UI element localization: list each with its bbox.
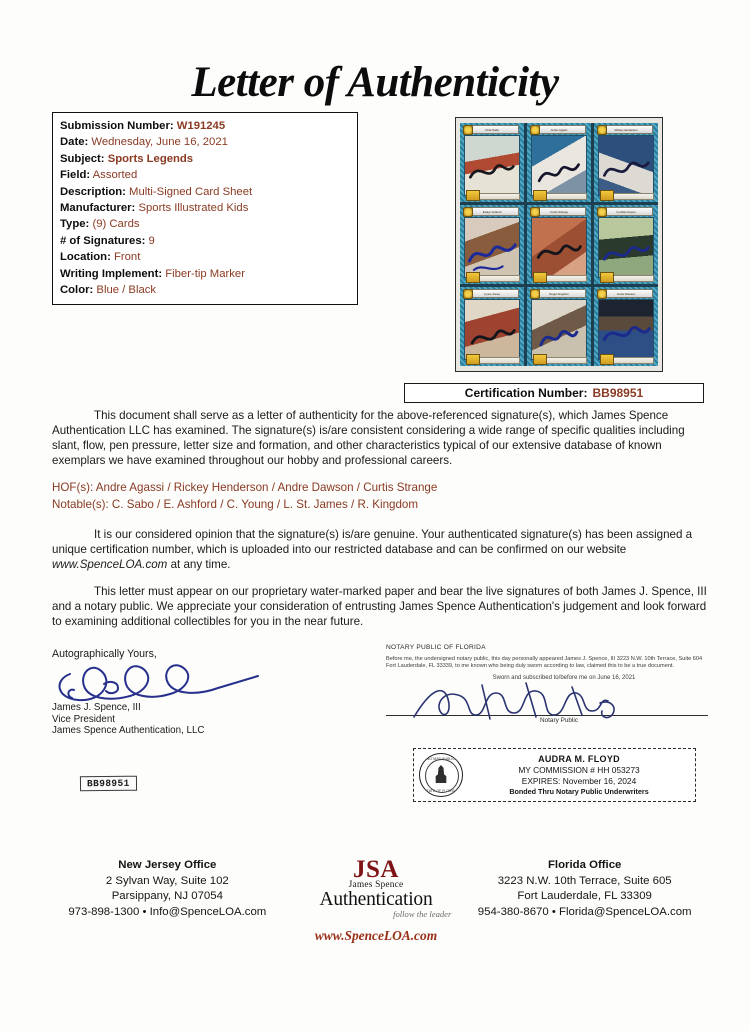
card-badge-icon bbox=[600, 354, 614, 365]
seal-capitol-icon bbox=[434, 765, 448, 783]
card-image bbox=[598, 135, 654, 196]
detail-value: Sports Legends bbox=[107, 152, 194, 165]
card-name-banner: Andre Dawson bbox=[599, 289, 653, 298]
detail-label: Writing Implement: bbox=[60, 267, 163, 280]
signer-title: Vice President bbox=[52, 713, 115, 725]
card-name-banner: Rickey Henderson bbox=[599, 125, 653, 134]
notary-heading: NOTARY PUBLIC OF FLORIDA bbox=[386, 644, 486, 651]
office-contact[interactable]: 954-380-8670 • Florida@SpenceLOA.com bbox=[477, 905, 692, 918]
detail-row-type bbox=[60, 216, 357, 232]
detail-value: Blue / Black bbox=[96, 284, 157, 297]
card-logo-icon bbox=[463, 207, 473, 217]
notary-signature bbox=[386, 681, 708, 717]
card-image bbox=[598, 299, 654, 360]
seal-bottom-text: STATE OF FLORIDA bbox=[424, 789, 458, 793]
notary-commission-number: MY COMMISSION # HH 053273 bbox=[518, 765, 640, 775]
detail-value: Assorted bbox=[92, 169, 138, 182]
florida-state-seal-icon bbox=[419, 753, 463, 797]
notary-caption: Notary Public bbox=[539, 716, 578, 724]
spenceloa-website-link[interactable]: www.SpenceLOA.com bbox=[52, 557, 168, 571]
card-item bbox=[460, 287, 524, 366]
florida-office bbox=[463, 858, 706, 920]
card-badge-icon bbox=[466, 272, 480, 283]
signer-name: James J. Spence, III bbox=[52, 702, 141, 713]
card-badge-icon bbox=[466, 354, 480, 365]
page-footer bbox=[46, 858, 706, 944]
autograph-mark bbox=[599, 136, 653, 196]
card-image bbox=[464, 299, 520, 360]
detail-value: (9) Cards bbox=[92, 218, 140, 231]
card-item bbox=[460, 205, 524, 284]
detail-row-date bbox=[60, 134, 357, 150]
detail-row-field bbox=[60, 167, 357, 183]
detail-label: Date: bbox=[60, 136, 89, 149]
james-spence-signature bbox=[52, 654, 352, 706]
card-item bbox=[594, 287, 658, 366]
body-paragraph-1: This document shall serve as a letter of authenticity for the above-referenced signature(s), which James Spence Authentication LLC has examined. The signature(s) is/are consistent considering a wide range of specific qualities including slant, flow, pen pressure, letter size and formation, and other characteristics typical of our extensive database of known exemplars we have examined throughout our hobby and professional careers. bbox=[52, 409, 685, 468]
detail-label: Manufacturer: bbox=[60, 202, 136, 215]
autograph-mark bbox=[532, 300, 586, 360]
signature-block bbox=[52, 648, 352, 790]
card-badge-icon bbox=[466, 190, 480, 201]
signer-company: James Spence Authentication, LLC bbox=[52, 725, 205, 736]
autograph-mark bbox=[465, 136, 519, 196]
card-name-banner: Cynthia Cooper bbox=[599, 207, 653, 216]
card-name-banner: Curtis Strange bbox=[532, 207, 586, 216]
certification-sticker: BB98951 bbox=[80, 776, 137, 792]
detail-label: Submission Number: bbox=[60, 120, 174, 132]
detail-label: Type: bbox=[60, 218, 90, 231]
jsa-word: Authentication bbox=[319, 889, 433, 910]
office-address-line-2: Parsippany, NJ 07054 bbox=[111, 890, 223, 903]
body-paragraph-3: This letter must appear on our proprietary water-marked paper and bear the live signatures of both James J. Spence, III and a notary public. We appreciate your consideration of entrusting James Spence Authentication's judgement and look forward to examining additional collectibles for you in the near future. bbox=[52, 585, 707, 629]
card-name-banner: Roger Kingdom bbox=[532, 289, 586, 298]
card-image bbox=[531, 217, 587, 278]
notary-stamp bbox=[413, 748, 696, 802]
detail-value: W191245 bbox=[176, 120, 226, 132]
detail-row-submission-number bbox=[60, 118, 357, 134]
card-name-banner: Chris Sabo bbox=[465, 125, 519, 134]
card-image bbox=[598, 217, 654, 278]
card-image bbox=[464, 217, 520, 278]
detail-value: Fiber-tip Marker bbox=[165, 267, 245, 280]
body-paragraph-2-post: at any time. bbox=[167, 557, 231, 571]
card-image bbox=[531, 135, 587, 196]
detail-value: Front bbox=[113, 251, 141, 264]
office-name: Florida Office bbox=[547, 859, 622, 871]
card-badge-icon bbox=[600, 272, 614, 283]
notary-statement: Before me, the undersigned notary public, this day personally appeared James J. Spence, III 3223 N.W. 10th Terrace, Suite 604 Fort Lauderdale, FL 33339, to me known who being duly sworn according to law, claimed this to be a true document. bbox=[386, 656, 703, 670]
card-badge-icon bbox=[533, 190, 547, 201]
card-image bbox=[464, 135, 520, 196]
detail-row-color bbox=[60, 282, 357, 298]
notary-signature-ink bbox=[386, 681, 686, 721]
detail-label: Location: bbox=[60, 251, 111, 264]
card-logo-icon bbox=[463, 125, 473, 135]
notary-block bbox=[386, 644, 708, 724]
autograph-mark bbox=[599, 300, 653, 360]
detail-label: Subject: bbox=[60, 152, 105, 165]
card-logo-icon bbox=[597, 289, 607, 299]
certification-label: Certification Number: bbox=[464, 386, 588, 400]
detail-row-subject bbox=[60, 151, 357, 167]
detail-row-location bbox=[60, 249, 357, 265]
stamp-text-lines bbox=[468, 754, 690, 796]
detail-value: Sports Illustrated Kids bbox=[138, 202, 249, 215]
card-logo-icon bbox=[597, 125, 607, 135]
office-address-line-1: 2 Sylvan Way, Suite 102 bbox=[105, 874, 229, 887]
card-badge-icon bbox=[600, 190, 614, 201]
certification-number-bar bbox=[404, 383, 704, 403]
card-name-banner: Lynne Jones bbox=[465, 289, 519, 298]
detail-row-description bbox=[60, 184, 357, 200]
card-item bbox=[527, 205, 591, 284]
page-title: Letter of Authenticity bbox=[191, 59, 559, 106]
autograph-mark bbox=[599, 218, 653, 278]
jsa-tagline: follow the leader bbox=[393, 909, 452, 919]
detail-value: Wednesday, June 16, 2021 bbox=[91, 136, 228, 149]
card-name-banner: Andre Agassi bbox=[532, 125, 586, 134]
jsa-initials: JSA bbox=[353, 856, 399, 883]
signers-list bbox=[52, 480, 708, 512]
notary-bonded-text: Bonded Thru Notary Public Underwriters bbox=[509, 787, 649, 796]
detail-label: Color: bbox=[60, 284, 94, 297]
jsa-name: James Spence bbox=[348, 880, 404, 890]
office-address-line-1: 3223 N.W. 10th Terrace, Suite 605 bbox=[497, 874, 672, 887]
card-item bbox=[594, 205, 658, 284]
jsa-logo bbox=[289, 858, 464, 944]
closing-salutation: Autographically Yours, bbox=[52, 648, 157, 660]
card-item bbox=[594, 123, 658, 202]
detail-label: Field: bbox=[60, 169, 91, 182]
jsa-website-url[interactable]: www.SpenceLOA.com bbox=[314, 928, 438, 943]
detail-label: # of Signatures: bbox=[60, 234, 146, 247]
detail-label: Description: bbox=[60, 185, 126, 198]
detail-value: Multi-Signed Card Sheet bbox=[129, 185, 253, 198]
detail-row-writing-implement bbox=[60, 266, 357, 282]
body-paragraph-2 bbox=[52, 527, 708, 572]
office-contact[interactable]: 973-898-1300 • Info@SpenceLOA.com bbox=[68, 905, 267, 918]
card-logo-icon bbox=[597, 207, 607, 217]
notary-sworn-line: Sworn and subscribed to/before me on June 16, 2021 bbox=[492, 674, 636, 681]
card-logo-icon bbox=[463, 289, 473, 299]
card-badge-icon bbox=[533, 354, 547, 365]
card-item bbox=[527, 123, 591, 202]
notary-expiration: EXPIRES: November 16, 2024 bbox=[521, 776, 637, 786]
submission-details-box bbox=[52, 112, 358, 305]
card-item bbox=[460, 123, 524, 202]
detail-row-number-of-signatures bbox=[60, 233, 357, 249]
new-jersey-office bbox=[46, 858, 289, 920]
body-paragraph-2-pre: It is our considered opinion that the signature(s) is/are genuine. Your authenticated signature(s) has been assigned a unique certification number, which is uploaded into our restricted database and can be confirmed on our website bbox=[52, 527, 693, 556]
detail-row-manufacturer bbox=[60, 200, 357, 216]
autograph-mark bbox=[532, 136, 586, 196]
card-name-banner: Evelyn Ashford bbox=[465, 207, 519, 216]
signed-card-sheet-photo bbox=[455, 117, 663, 372]
letter-body bbox=[52, 408, 708, 641]
office-address-line-2: Fort Lauderdale, FL 33309 bbox=[517, 890, 652, 903]
notary-name: AUDRA M. FLOYD bbox=[538, 754, 620, 764]
certification-number: BB98951 bbox=[592, 386, 644, 400]
autograph-mark bbox=[465, 218, 519, 278]
autograph-mark bbox=[465, 300, 519, 360]
detail-value: 9 bbox=[148, 234, 155, 247]
hof-signers-line: HOF(s): Andre Agassi / Rickey Henderson / Andre Dawson / Curtis Strange bbox=[52, 481, 438, 495]
notable-signers-line: Notable(s): C. Sabo / E. Ashford / C. Young / L. St. James / R. Kingdom bbox=[52, 497, 419, 511]
card-grid bbox=[460, 123, 658, 366]
card-badge-icon bbox=[533, 272, 547, 283]
seal-top-text: NOTARY PUBLIC bbox=[427, 757, 455, 761]
office-name: New Jersey Office bbox=[118, 859, 217, 871]
signature-ink bbox=[52, 654, 292, 710]
card-logo-icon bbox=[530, 289, 540, 299]
autograph-mark bbox=[532, 218, 586, 278]
card-logo-icon bbox=[530, 125, 540, 135]
card-image bbox=[531, 299, 587, 360]
card-item bbox=[527, 287, 591, 366]
card-logo-icon bbox=[530, 207, 540, 217]
